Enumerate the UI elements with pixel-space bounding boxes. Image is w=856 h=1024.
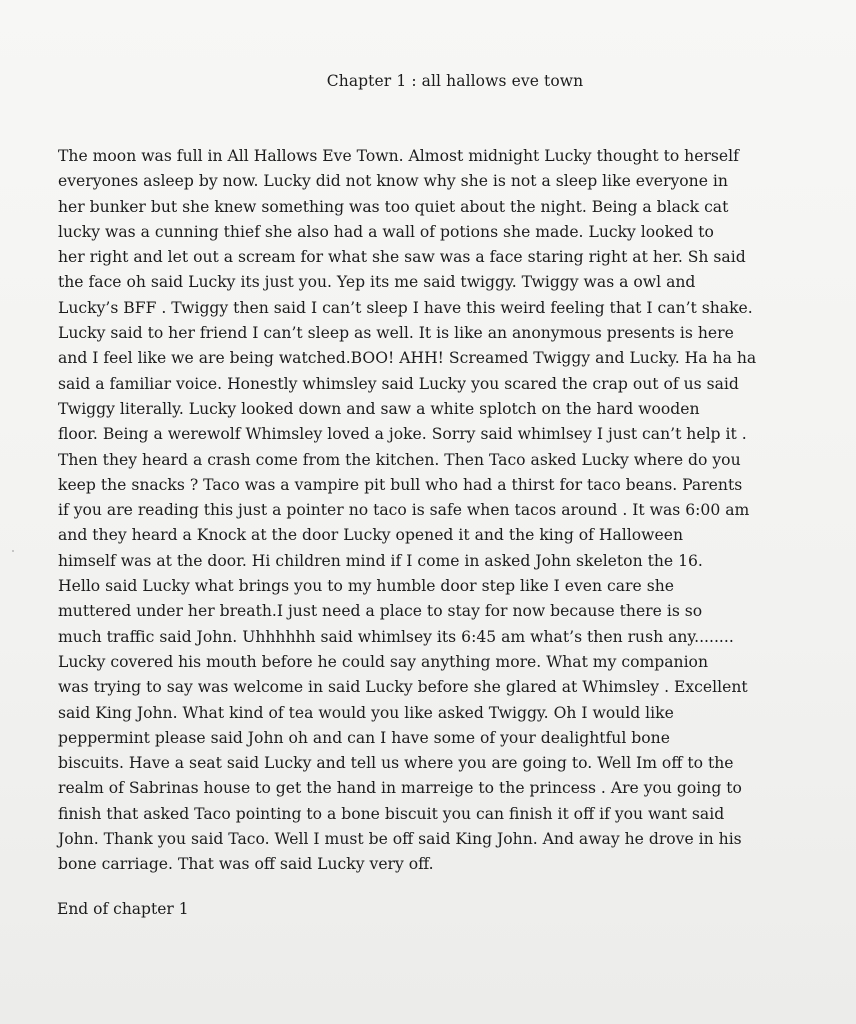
story-line: keep the snacks ? Taco was a vampire pit bull who had a thirst for taco beans. Parents: [58, 475, 743, 494]
story-line: The moon was full in All Hallows Eve Town. Almost midnight Lucky thought to herself: [58, 147, 739, 165]
story-line: Twiggy literally. Lucky looked down and saw a white splotch on the hard wooden: [58, 399, 700, 418]
story-line: was trying to say was welcome in said Lucky before she glared at Whimsley . Excellent: [58, 678, 748, 697]
story-line: the face oh said Lucky its just you. Yep its me said twiggy. Twiggy was a owl and: [58, 273, 696, 292]
story-line: Lucky said to her friend I can’t sleep as well. It is like an anonymous presents is here: [58, 324, 734, 343]
story-line: her right and let out a scream for what she saw was a face staring right at her. Sh said: [58, 248, 746, 267]
story-line: John. Thank you said Taco. Well I must be off said King John. And away he drove in his: [58, 830, 742, 849]
story-line: said a familiar voice. Honestly whimsley said Lucky you scared the crap out of us said: [58, 374, 739, 393]
story-line: her bunker but she knew something was too quiet about the night. Being a black cat: [58, 197, 729, 216]
chapter-title: Chapter 1 : all hallows eve town: [326, 72, 584, 90]
story-line: Hello said Lucky what brings you to my humble door step like I even care she: [58, 577, 674, 596]
story-line: himself was at the door. Hi children mind if I come in asked John skeleton the 16.: [58, 551, 703, 570]
story-line: muttered under her breath.I just need a place to stay for now because there is so: [58, 602, 703, 621]
story-body: [58, 144, 798, 878]
story-line: said King John. What kind of tea would you like asked Twiggy. Oh I would like: [58, 703, 674, 722]
story-line: Then they heard a crash come from the kitchen. Then Taco asked Lucky where do you: [58, 450, 741, 469]
story-line: and they heard a Knock at the door Lucky opened it and the king of Halloween: [58, 526, 683, 545]
story-line: biscuits. Have a seat said Lucky and tell us where you are going to. Well Im off to the: [58, 754, 734, 773]
story-line: lucky was a cunning thief she also had a wall of potions she made. Lucky looked to: [58, 222, 714, 241]
story-line: and I feel like we are being watched.BOO! AHH! Screamed Twiggy and Lucky. Ha ha ha: [58, 349, 757, 368]
paper-speck: [12, 550, 14, 552]
story-line: bone carriage. That was off said Lucky very off.: [58, 855, 434, 874]
story-line: realm of Sabrinas house to get the hand in marreige to the princess . Are you going to: [58, 779, 742, 798]
story-line: floor. Being a werewolf Whimsley loved a joke. Sorry said whimlsey I just can’t help it .: [58, 425, 747, 444]
story-line: peppermint please said John oh and can I have some of your dealightful bone: [58, 728, 670, 747]
story-line: Lucky’s BFF . Twiggy then said I can’t sleep I have this weird feeling that I can’t shake.: [58, 298, 753, 317]
story-line: finish that asked Taco pointing to a bone biscuit you can finish it off if you want said: [58, 804, 725, 823]
story-line: everyones asleep by now. Lucky did not know why she is not a sleep like everyone in: [58, 172, 728, 191]
story-line: if you are reading this just a pointer no taco is safe when tacos around . It was 6:00 am: [58, 501, 750, 520]
end-of-chapter-note: End of chapter 1: [57, 900, 189, 918]
story-line: much traffic said John. Uhhhhhh said whimlsey its 6:45 am what’s then rush any........: [58, 627, 734, 646]
story-line: Lucky covered his mouth before he could say anything more. What my companion: [58, 652, 708, 671]
